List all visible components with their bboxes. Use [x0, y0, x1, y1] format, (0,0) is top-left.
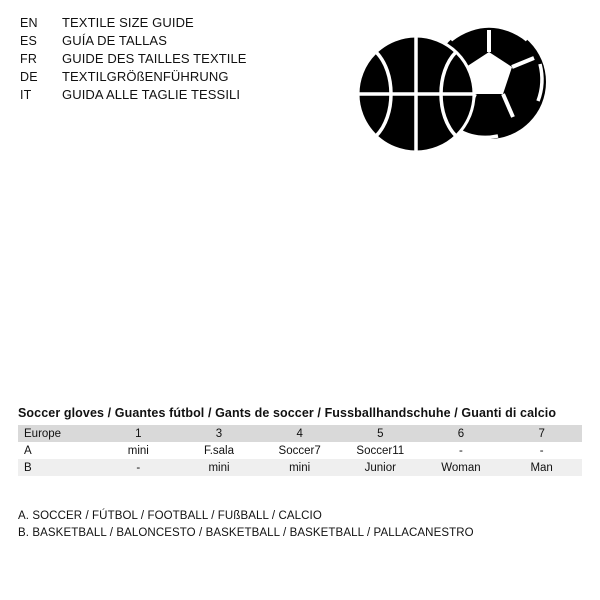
legend-text-de: TEXTILGRÖßENFÜHRUNG: [62, 69, 229, 84]
row-label-a: A: [24, 444, 32, 457]
table-header-4: 4: [296, 427, 303, 440]
legend-code-en: EN: [20, 16, 38, 30]
legend-text-es: GUÍA DE TALLAS: [62, 33, 167, 48]
table-header-7: 7: [538, 427, 545, 440]
table-header-1: 1: [135, 427, 142, 440]
table-header-5: 5: [377, 427, 384, 440]
legend-code-fr: FR: [20, 52, 38, 66]
legend-code-de: DE: [20, 70, 38, 84]
table-header-europe: Europe: [24, 427, 62, 440]
legend-text-it: GUIDA ALLE TAGLIE TESSILI: [62, 87, 241, 102]
basketball-icon: [358, 36, 474, 152]
cell-a-1: mini: [127, 444, 149, 457]
ball-illustration: [352, 20, 562, 170]
footnotes: [18, 508, 582, 542]
legend-row-fr: [20, 50, 340, 68]
table-header-3: 3: [215, 427, 223, 440]
cell-b-1: -: [136, 461, 141, 474]
cell-b-3: mini: [208, 461, 230, 474]
size-table-title: Soccer gloves / Guantes fútbol / Gants de soccer / Fussballhandschuhe / Guanti di calcio: [18, 406, 557, 420]
footnote-b: B. BASKETBALL / BALONCESTO / BASKETBALL / BASKETBALL / PALLACANESTRO: [18, 527, 474, 539]
table-row: [18, 459, 582, 476]
legend-row-es: [20, 32, 340, 50]
legend-row-de: [20, 68, 340, 86]
legend-text-fr: GUIDE DES TAILLES TEXTILE: [62, 51, 247, 66]
table-header-row: [18, 425, 582, 442]
footnote-a: A. SOCCER / FÚTBOL / FOOTBALL / FUßBALL / CALCIO: [18, 510, 322, 522]
cell-a-7: -: [539, 444, 544, 457]
size-table: [18, 425, 582, 476]
cell-b-5: Junior: [364, 461, 396, 474]
table-row: [18, 442, 582, 459]
size-table-block: [18, 406, 582, 476]
legend-row-en: [20, 14, 340, 32]
cell-a-4: Soccer7: [278, 444, 321, 457]
legend-code-it: IT: [20, 88, 32, 102]
row-label-b: B: [24, 461, 32, 474]
table-header-6: 6: [457, 427, 465, 440]
language-legend: [20, 14, 340, 104]
cell-b-7: Man: [530, 461, 553, 474]
cell-b-4: mini: [289, 461, 311, 474]
cell-a-5: Soccer11: [356, 444, 405, 457]
legend-text-en: TEXTILE SIZE GUIDE: [62, 15, 194, 30]
cell-b-6: Woman: [441, 461, 481, 474]
legend-row-it: [20, 86, 340, 104]
cell-a-3: F.sala: [203, 444, 234, 457]
legend-code-es: ES: [20, 34, 38, 48]
cell-a-6: -: [459, 444, 463, 457]
